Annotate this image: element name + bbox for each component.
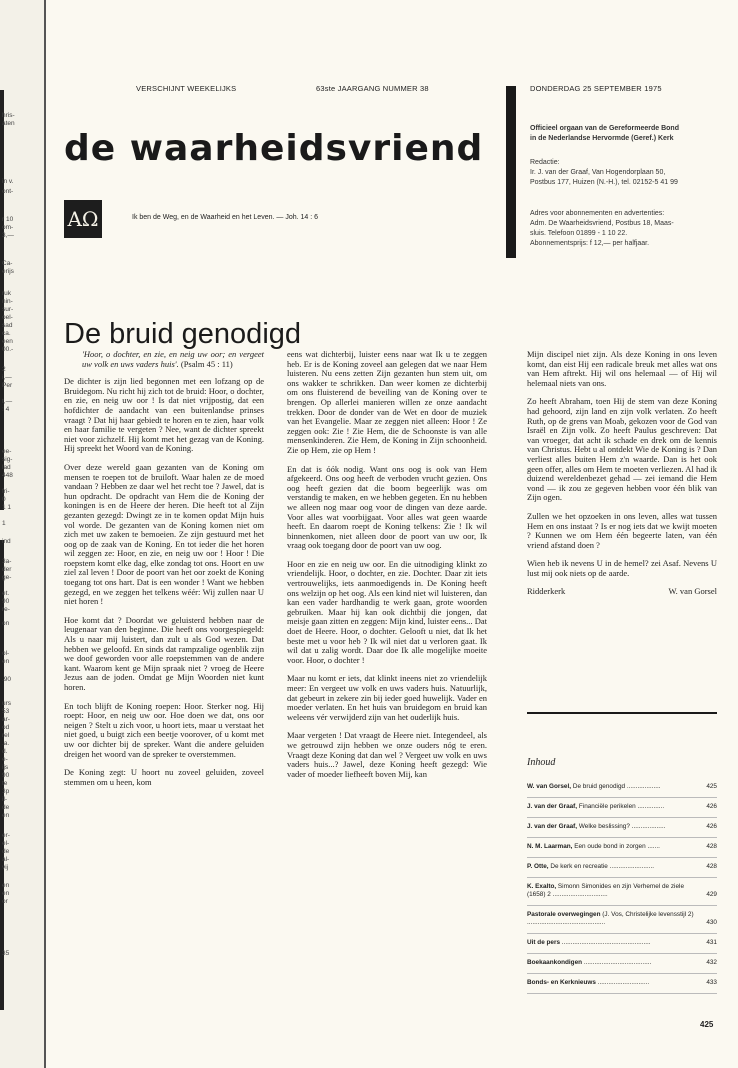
margin-fragment: el- <box>2 840 10 847</box>
margin-fragment: ont- <box>2 188 14 195</box>
paragraph: En dat is óók nodig. Want ons oog is ook van Hem afgekeerd. Ons oog heeft de verboden vrucht gezien. Ons oog heeft gezien dat die boom begeerlijk was om verstandig te maken, en we hebben gegeten. En nu hebben we alleen nog maar oog voor de dingen van deze aarde. Voor alles wat voorbijgaat. Voor alles wat geen waarde heeft. En daarom roept de Koning telkens: Zie ! Ik wil binnenkomen, niet alleen door de poort van uw oor, Ik vraag ook toegang door de poort van uw oog. <box>287 463 487 551</box>
motto: Ik ben de Weg, en de Waarheid en het Leven. — Joh. 14 : 6 <box>132 214 319 221</box>
margin-fragment: ar- <box>2 716 10 723</box>
official-line-1: Officieel orgaan van de Gereformeerde Bond <box>530 125 679 132</box>
margin-fragment: de <box>2 848 10 855</box>
toc-entry <box>527 838 717 858</box>
toc-entry-author: K. Exalto, <box>527 883 557 890</box>
toc-entry <box>527 858 717 878</box>
margin-fragment: 3a- <box>2 558 12 565</box>
toc-entry-title: Een oude bond in zorgen ....... <box>572 843 660 850</box>
margin-fragment: ee- <box>2 448 12 455</box>
toc-entry-title: .................................................. <box>560 939 651 946</box>
margin-fragment: or <box>2 898 8 905</box>
subscription-info <box>530 209 674 249</box>
margin-fragment: urs <box>2 700 12 707</box>
margin-fragment: om- <box>2 224 14 231</box>
page-number: 425 <box>700 1020 714 1029</box>
toc-entry-text <box>527 959 697 967</box>
margin-fragment: Per <box>2 382 13 389</box>
epigraph-text: 'Hoor, o dochter, en zie, en neig uw oor; en vergeet uw volk en uws vaders huis'. <box>82 349 264 369</box>
margin-fragment: lad <box>2 464 11 471</box>
toc-entry-title: De kerk en recreatie ......................... <box>548 863 655 870</box>
margin-fragment: de <box>2 804 10 811</box>
adres-line-3: sluis. Telefoon 01899 - 1 10 22. <box>530 230 628 237</box>
toc-entry <box>527 818 717 838</box>
toc-entry-title: ...................................... <box>582 959 652 966</box>
margin-fragment: .a. <box>2 740 10 747</box>
toc-entry-text <box>527 823 697 831</box>
toc-entry <box>527 954 717 974</box>
margin-fragment: hris- <box>2 112 15 119</box>
article-column-3 <box>527 350 717 597</box>
margin-fragment: 90 <box>2 772 10 779</box>
paragraph: En toch blijft de Koning roepen: Hoor. Sterker nog. Hij roept: Hoor, en neig uw oor. Hoe doen we dat, ons oor neigen ? Stelt u zich voor, u hoort iets, maar u verstaat het niet goed, u buigt zich een beetje voorover, of u komt met uw oor dichter bij de spreker. Want die andere geluiden dreigen het woord van de spreker te overstemmen. <box>64 700 264 759</box>
toc-entry-author: J. van der Graaf, <box>527 803 578 810</box>
margin-fragment: ca. <box>2 330 11 337</box>
margin-fragment: sur- <box>2 306 14 313</box>
margin-fragment: od <box>2 724 10 731</box>
toc-entry-author: W. van Gorsel, <box>527 783 572 790</box>
paragraph: De Koning zegt: U hoort nu zoveel geluiden, zoveel stemmen om u heen, kom <box>64 767 264 787</box>
alpha-omega-logo: AΩ <box>64 200 102 238</box>
toc-entry <box>527 778 717 798</box>
toc-entry-title: Welke beslissing? ................... <box>577 823 666 830</box>
toc-entry-text <box>527 783 697 791</box>
margin-fragment: d. <box>2 748 8 755</box>
margin-fragment: en <box>2 812 10 819</box>
toc-entry-page: 433 <box>706 979 717 986</box>
margin-fragment: ge- <box>2 574 12 581</box>
margin-fragment: ind <box>2 538 11 545</box>
margin-fragment: .90 <box>2 676 12 683</box>
paragraph: Hoe komt dat ? Doordat we geluisterd hebben naar de leugenaar van den beginne. Die heeft ons voorgespiegeld: Als u naar mij luistert, dan zult u als God wezen. Dat hebben we geloofd. En sinds dat rampzalige ogenblik zijn we doof geworden voor alle roepstemmen van de andere kant. Waarom kent ge Mijn spraak niet ? vroeg de Heere Jezus aan de joden. Omdat ge Mijn Woorden niet kunt horen. <box>64 614 264 692</box>
margin-fragment: 448 <box>2 472 13 479</box>
paragraph: Maar nu komt er iets, dat klinkt ineens niet zo vriendelijk meer: En vergeet uw volk en uws vaders huis. Natuurlijk, dat gebeurt in zekere zin bij ieder goed huwelijk. Vader en moeder verlaten. En het huis van bruidegom en bruid kan weleens vér verwijderd zijn van het ouderlijk huis. <box>287 673 487 722</box>
margin-fragment: 3p <box>2 788 10 795</box>
toc-entry-page: 432 <box>706 959 717 966</box>
header-divider <box>506 86 516 258</box>
margin-fragment: en <box>2 890 10 897</box>
toc-entry-title: Simonn Simonides en zijn Verhemel de ziele (1658) 2 ............................... <box>527 883 685 898</box>
margin-fragment: ruk <box>2 290 12 297</box>
toc-entry-author: Pastorale overwegingen <box>527 911 601 918</box>
margin-fragment: aten <box>2 120 15 127</box>
paragraph: Over deze wereld gaan gezanten van de Koning om mensen te roepen tot de bruiloft. Waar halen ze de moed vandaan ? Hebben ze daar wel het recht toe ? Jawel, dat is hun opdracht. De opdracht van Hem die de Koning der koningen is en de Heere der heren. Die heeft tot al Zijn gezanten gezegd: Dwingt ze in te komen opdat Mijn huis vol worde. De gezanten van de Koning komen niet om zich met uw zaken te bemoeien. Ze zijn gestuurd met het oog op de zaak van de Koning. En tot ieder die het horen wil zeggen ze: Hoor, en zie, en neig uw oor ! Hoor ! Die roepstem komt elke dag, elke zondag tot ons. Hoort en uw ziel zal leven ! Door de poort van het oor zoekt de Koning toegang tot ons hart. Dat is een wonder ! Want we hebben gezegd, en we zeggen het telkens wéér: Wij zullen naar U niet horen ! <box>64 461 264 607</box>
toc-entry-title: De bruid genodigd ................... <box>571 783 661 790</box>
margin-fragment: nin- <box>2 298 13 305</box>
toc-entry-author: N. M. Laarman, <box>527 843 573 850</box>
column-3-body <box>527 350 717 578</box>
margin-fragment: in v. <box>2 178 14 185</box>
margin-fragment: er- <box>2 832 10 839</box>
toc-entry <box>527 878 717 906</box>
toc-entry-page: 431 <box>706 939 717 946</box>
margin-fragment: der <box>2 566 12 573</box>
paragraph: Wien heb ik nevens U in de hemel? zei Asaf. Nevens U lust mij ook niets op de aarde. <box>527 558 717 578</box>
epigraph-reference: (Psalm 45 : 11) <box>180 358 233 369</box>
toc-entry-author: J. van der Graaf, <box>527 823 578 830</box>
masthead-title: de waarheidsvriend <box>64 128 484 169</box>
volume-label: 63ste JAARGANG NUMMER 38 <box>316 84 429 93</box>
margin-fragment: 00.- <box>2 346 14 353</box>
margin-fragment: on <box>2 620 10 627</box>
official-line-2: in de Nederlandse Hervormde (Geref.) Kerk <box>530 135 674 142</box>
toc-entry-title: ............................. <box>595 979 650 986</box>
toc-entry-author: Uit de pers <box>527 939 561 946</box>
margin-fragment: vij <box>2 864 9 871</box>
margin-fragment: t,— <box>2 398 13 405</box>
margin-fragment: 1 <box>2 520 6 527</box>
adres-line-2: Adm. De Waarheidsvriend, Postbus 18, Maas- <box>530 220 674 227</box>
toc-divider <box>527 712 717 714</box>
editorial-info <box>530 158 678 188</box>
article-column-1 <box>64 350 264 796</box>
redactie-line-1: Ir. J. van der Graaf, Van Hogendorplaan 50, <box>530 169 666 176</box>
toc-entry-text <box>527 979 697 987</box>
toc-entry-text <box>527 911 697 927</box>
paragraph: Maar vergeten ! Dat vraagt de Heere niet. Integendeel, als we getrouwd zijn hebben we onze ouders nóg te eren. Vraagt deze Koning dat dan wel ? Vergeet uw volk en uws vaders huis...? Jawel, deze Koning heeft gezegd: Wie vader of moeder liefheeft boven Mij, kan <box>287 730 487 779</box>
signature <box>527 587 717 597</box>
margin-fragment: 3,— <box>2 232 14 239</box>
margin-fragment: al- <box>2 856 10 863</box>
issue-date: DONDERDAG 25 SEPTEMBER 1975 <box>530 84 662 93</box>
redactie-line-2: Postbus 177, Huizen (N.-H.), tel. 02152-5 41 99 <box>530 179 678 186</box>
toc-entry <box>527 798 717 818</box>
margin-fragment: e- <box>2 756 8 763</box>
redactie-label: Redactie: <box>530 159 560 166</box>
margin-fragment: 90 <box>2 598 10 605</box>
margin-fragment: sad <box>2 322 13 329</box>
table-of-contents <box>527 778 717 994</box>
margin-fragment: fri- <box>2 488 10 495</box>
toc-entry <box>527 906 717 934</box>
margin-fragment: 1 1 <box>2 504 12 511</box>
adres-line-4: Abonnementsprijs: f 12,— per halfjaar. <box>530 240 650 247</box>
margin-fragment: sig- <box>2 456 13 463</box>
epigraph <box>64 350 264 369</box>
toc-entry-title: Financiële perikelen ............... <box>577 803 665 810</box>
signature-place: Ridderkerk <box>527 586 566 597</box>
margin-fragment: il- <box>2 796 8 803</box>
toc-entry <box>527 934 717 954</box>
toc-entry-page: 428 <box>706 843 717 850</box>
toc-entry-text <box>527 843 697 851</box>
adres-line-1: Adres voor abonnementen en advertenties: <box>530 210 665 217</box>
margin-fragment: ol- <box>2 650 10 657</box>
margin-fragment: Ca- <box>2 260 13 267</box>
toc-entry-page: 429 <box>706 891 717 898</box>
toc-entry-author: Bonds- en Kerknieuws <box>527 979 596 986</box>
margin-fragment: i,— <box>2 374 12 381</box>
margin-fragment: et. <box>2 590 10 597</box>
toc-entry-text <box>527 863 697 871</box>
adjacent-page-margin <box>0 0 46 1068</box>
toc-entry-page: 426 <box>706 823 717 830</box>
paragraph: Hoor en zie en neig uw oor. En die uitnodiging klinkt zo vriendelijk. Hoor, o dochter, en zie. Dochter. Daar zit iets vertrouwelijks, iets aanmoedigends in. De Koning heeft ons welzijn op het oog. Als een kind niet wil luisteren, dan kan een vader hardhandig te werk gaan, grote woorden gebruiken. Maar hij kan ook dichtbij die jongen, dat meisje gaan zitten en zeggen: Mijn kind, luister eens... Dat doet de Heere. Hoor, o dochter. Gelooft u niet, dat Ik het beste met u voor heb ? Ik wil niet dat u verloren gaat. Ik wil dat u zalig wordt. Daar doe Ik alle mogelijke moeite voor. Hoor, o dochter ! <box>287 558 487 665</box>
toc-entry-page: 425 <box>706 783 717 790</box>
toc-entry-text <box>527 883 697 899</box>
margin-fragment: 53 <box>2 708 10 715</box>
margin-fragment: erijs <box>2 268 14 275</box>
margin-fragment: re- <box>2 606 10 613</box>
paragraph: Zullen we het opzoeken in ons leven, alles wat tussen Hem en ons instaat ? Is er nog iets dat we kwijt moeten ? Kunnen we om Hem één begeerte laten, van één vriend afstand doen ? <box>527 510 717 550</box>
margin-fragment: en <box>2 658 10 665</box>
weekly-label: VERSCHIJNT WEEKELIJKS <box>136 84 237 93</box>
toc-entry-author: P. Otte, <box>527 863 549 870</box>
toc-entry-text <box>527 803 697 811</box>
toc-entry-page: 430 <box>706 919 717 926</box>
margin-fragment: te <box>2 780 8 787</box>
paragraph: Zo heeft Abraham, toen Hij de stem van deze Koning had gehoord, zijn land en zijn volk verlaten. Zo heeft Ruth, op de grens van Moab, gekozen voor de God van Israël en Zijn volk. Zo heeft Paulus geschreven: Dat van vroeger, dat acht ik schade en drek om de kennis van Christus. Hebt u al ontdekt Wie de Koning is ? Dan verliest alles buiten Hem z'n waarde. Dan is het ook geen offer, alles om Hem te moeten verliezen. Al had ik duizend wereldenbezet gehad — zei iemand die Hem vond — ik zou ze gegeven hebben voor één blik van Zijn ogen. <box>527 396 717 503</box>
margin-fragment: 35 <box>2 950 10 957</box>
margin-fragment: r 10 <box>2 216 14 223</box>
toc-entry-page: 426 <box>706 803 717 810</box>
official-organ <box>530 124 679 144</box>
margin-fragment: : 4 <box>2 406 10 413</box>
paragraph: De dichter is zijn lied begonnen met een lofzang op de Bruidegom. Nu richt hij zich tot de bruid: Hoor, o dochter, en zie, en neig uw oor ! Is dat niet vrijpostig, dat een hofdichter de aandacht van een buitenlandse prinses vraagt ? Dat hij haar gebiedt te horen en te zien, haar volk en haar familie te vergeten ? Nee, want de dichter spreekt niet voor zichzelf. Hij komt met het gezag van de Koning. Hij spreekt het Woord van de Koning. <box>64 376 264 454</box>
newspaper-page <box>46 0 738 1068</box>
margin-fragment: een <box>2 338 13 345</box>
signature-author: W. van Gorsel <box>668 586 717 597</box>
margin-fragment: ijs <box>2 764 9 771</box>
article-title: De bruid genodigd <box>64 318 302 350</box>
margin-fragment: en <box>2 882 10 889</box>
paragraph: eens wat dichterbij, luister eens naar wat Ik u te zeggen heb. Er is de Koning zoveel aan gelegen dat we naar Hem luisteren. Nu eens zetten Zijn gezanten hun stem uit, om ons wakker te schrikken. Dan weer komen ze dichterbij om ons fluisterend de beveiling van de Koning over te brengen. Op allerlei manieren willen ze onze aandacht trekken. Door de donder van de Wet en door de muziek van het Evangelie. Maar ze zeggen niet alleen: Hoor ! Ze zeggen ook: Zie ! Zie Hem, die de Schoonste is van alle mensenkinderen. Zie Hem, de Koning in Zijn schoonheid. Zie op Hem, zie op Hem ! <box>287 349 487 455</box>
column-1-body <box>64 377 264 787</box>
toc-entry-page: 428 <box>706 863 717 870</box>
toc-entry <box>527 974 717 994</box>
column-2-body <box>287 350 487 779</box>
margin-fragment: oel- <box>2 314 13 321</box>
toc-entry-title: (J. Vos, Christelijke levensstijl 2) ............................................ <box>527 911 694 926</box>
toc-entry-text <box>527 939 697 947</box>
toc-heading: Inhoud <box>527 757 556 768</box>
margin-fragment: rel <box>2 732 10 739</box>
margin-fragment: 0 <box>2 496 6 503</box>
article-column-2 <box>287 350 487 788</box>
toc-entry-author: Boekaankondigen <box>527 959 583 966</box>
paragraph: Mijn discipel niet zijn. Als deze Koning in ons leven komt, dan eist Hij een radicale breuk met alles wat ons van Hem aftrekt. Hij wil ons helemaal — of Hij wil helemaal niets van ons. <box>527 349 717 388</box>
margin-fragment: 2 <box>2 366 6 373</box>
